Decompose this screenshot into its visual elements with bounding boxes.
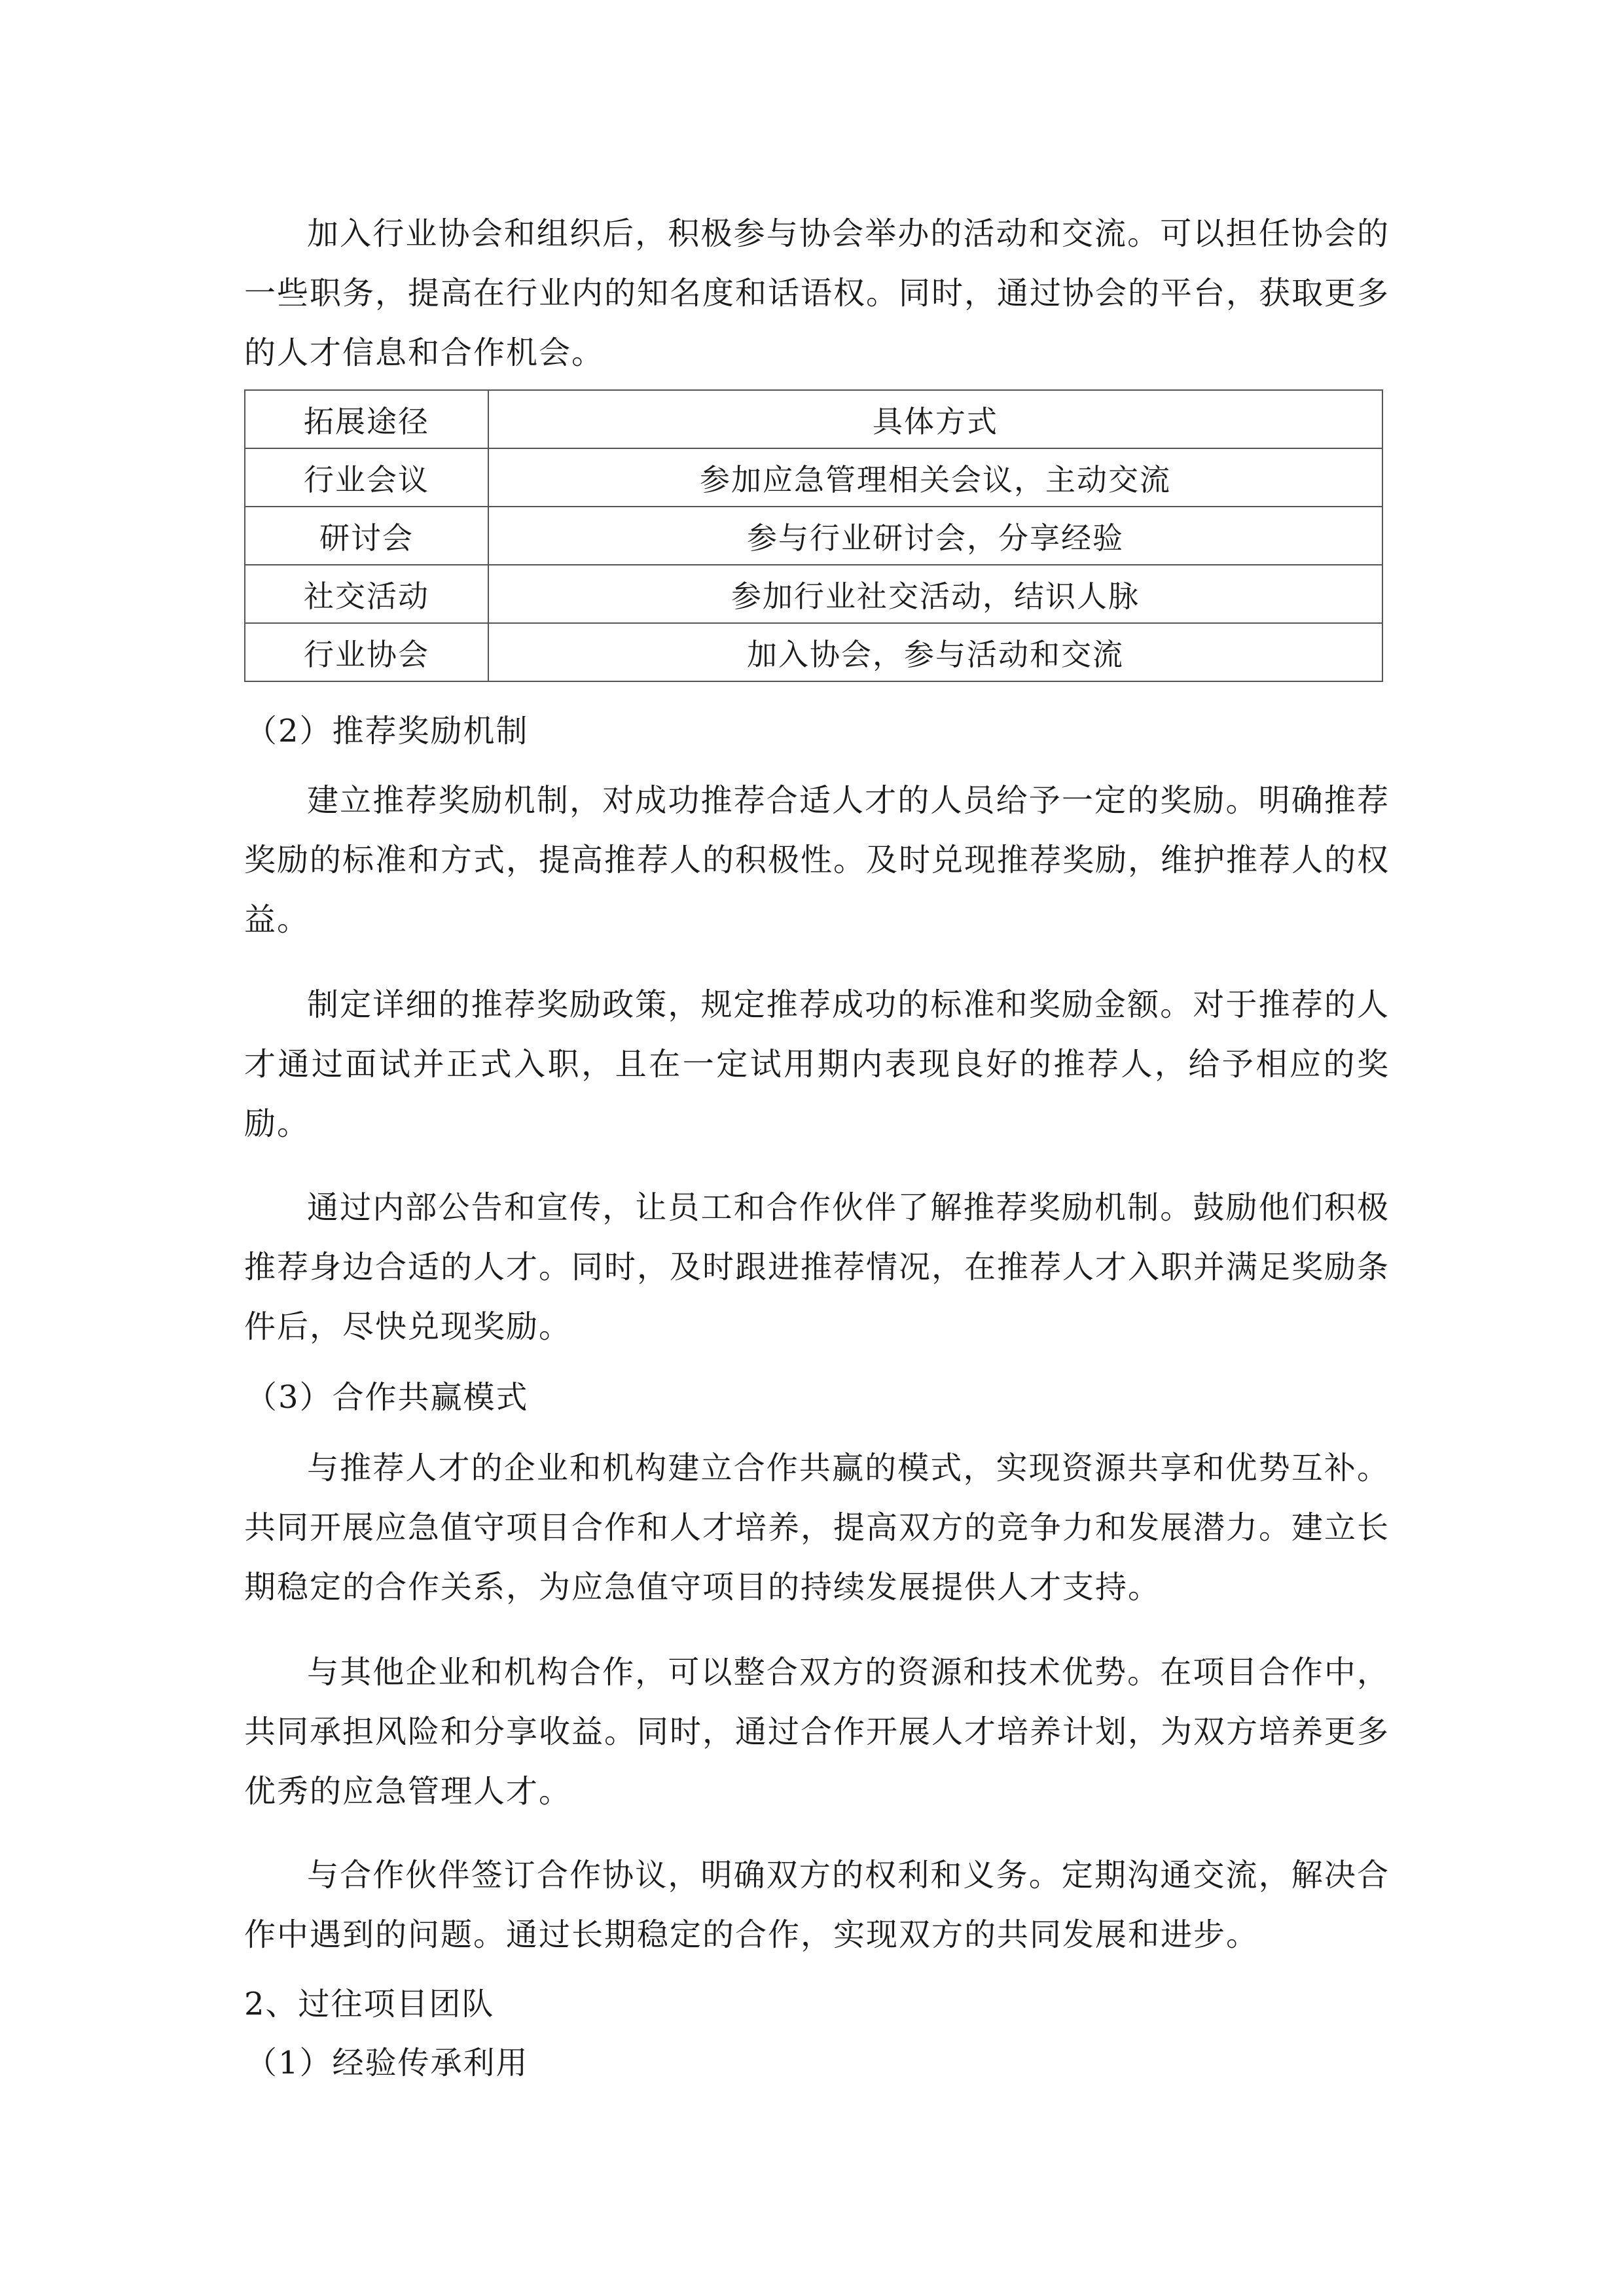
table-cell: 参加应急管理相关会议，主动交流	[488, 448, 1382, 507]
table-header-cell: 拓展途径	[245, 390, 488, 448]
table-row	[245, 565, 1382, 623]
table-cell: 加入协会，参与活动和交流	[488, 623, 1382, 681]
referral-paragraph-1: 建立推荐奖励机制，对成功推荐合适人才的人员给予一定的奖励。明确推荐奖励的标准和方式，提高推荐人的积极性。及时兑现推荐奖励，维护推荐人的权益。	[244, 782, 1390, 938]
intro-paragraph: 加入行业协会和组织后，积极参与协会举办的活动和交流。可以担任协会的一些职务，提高在行业内的知名度和话语权。同时，通过协会的平台，获取更多的人才信息和合作机会。	[244, 215, 1390, 371]
section-heading-cooperation: （3）合作共赢模式	[245, 1379, 529, 1416]
subsection-heading-experience: （1）经验传承利用	[245, 2045, 529, 2081]
section-heading-past-team: 2、过往项目团队	[244, 1986, 495, 2022]
cooperation-paragraph-3: 与合作伙伴签订合作协议，明确双方的权利和义务。定期沟通交流，解决合作中遇到的问题。通过长期稳定的合作，实现双方的共同发展和进步。	[244, 1857, 1390, 1953]
table-cell: 行业会议	[245, 448, 488, 507]
referral-paragraph-2: 制定详细的推荐奖励政策，规定推荐成功的标准和奖励金额。对于推荐的人才通过面试并正式入职，且在一定试用期内表现良好的推荐人，给予相应的奖励。	[244, 986, 1390, 1142]
expansion-channels-table	[244, 389, 1383, 682]
table-cell: 研讨会	[245, 507, 488, 565]
table-cell: 行业协会	[245, 623, 488, 681]
table-cell: 社交活动	[245, 565, 488, 623]
referral-paragraph-3: 通过内部公告和宣传，让员工和合作伙伴了解推荐奖励机制。鼓励他们积极推荐身边合适的人才。同时，及时跟进推荐情况，在推荐人才入职并满足奖励条件后，尽快兑现奖励。	[244, 1189, 1390, 1345]
table-cell: 参与行业研讨会，分享经验	[488, 507, 1382, 565]
table-row	[245, 507, 1382, 565]
cooperation-paragraph-1: 与推荐人才的企业和机构建立合作共赢的模式，实现资源共享和优势互补。共同开展应急值守项目合作和人才培养，提高双方的竞争力和发展潜力。建立长期稳定的合作关系，为应急值守项目的持续发展提供人才支持。	[244, 1450, 1390, 1605]
table-cell: 参加行业社交活动，结识人脉	[488, 565, 1382, 623]
table-header-row	[245, 390, 1382, 448]
table-row	[245, 448, 1382, 507]
table-header-cell: 具体方式	[488, 390, 1382, 448]
table-row	[245, 623, 1382, 681]
cooperation-paragraph-2: 与其他企业和机构合作，可以整合双方的资源和技术优势。在项目合作中，共同承担风险和分享收益。同时，通过合作开展人才培养计划，为双方培养更多优秀的应急管理人才。	[244, 1654, 1390, 1810]
section-heading-referral: （2）推荐奖励机制	[245, 713, 529, 749]
